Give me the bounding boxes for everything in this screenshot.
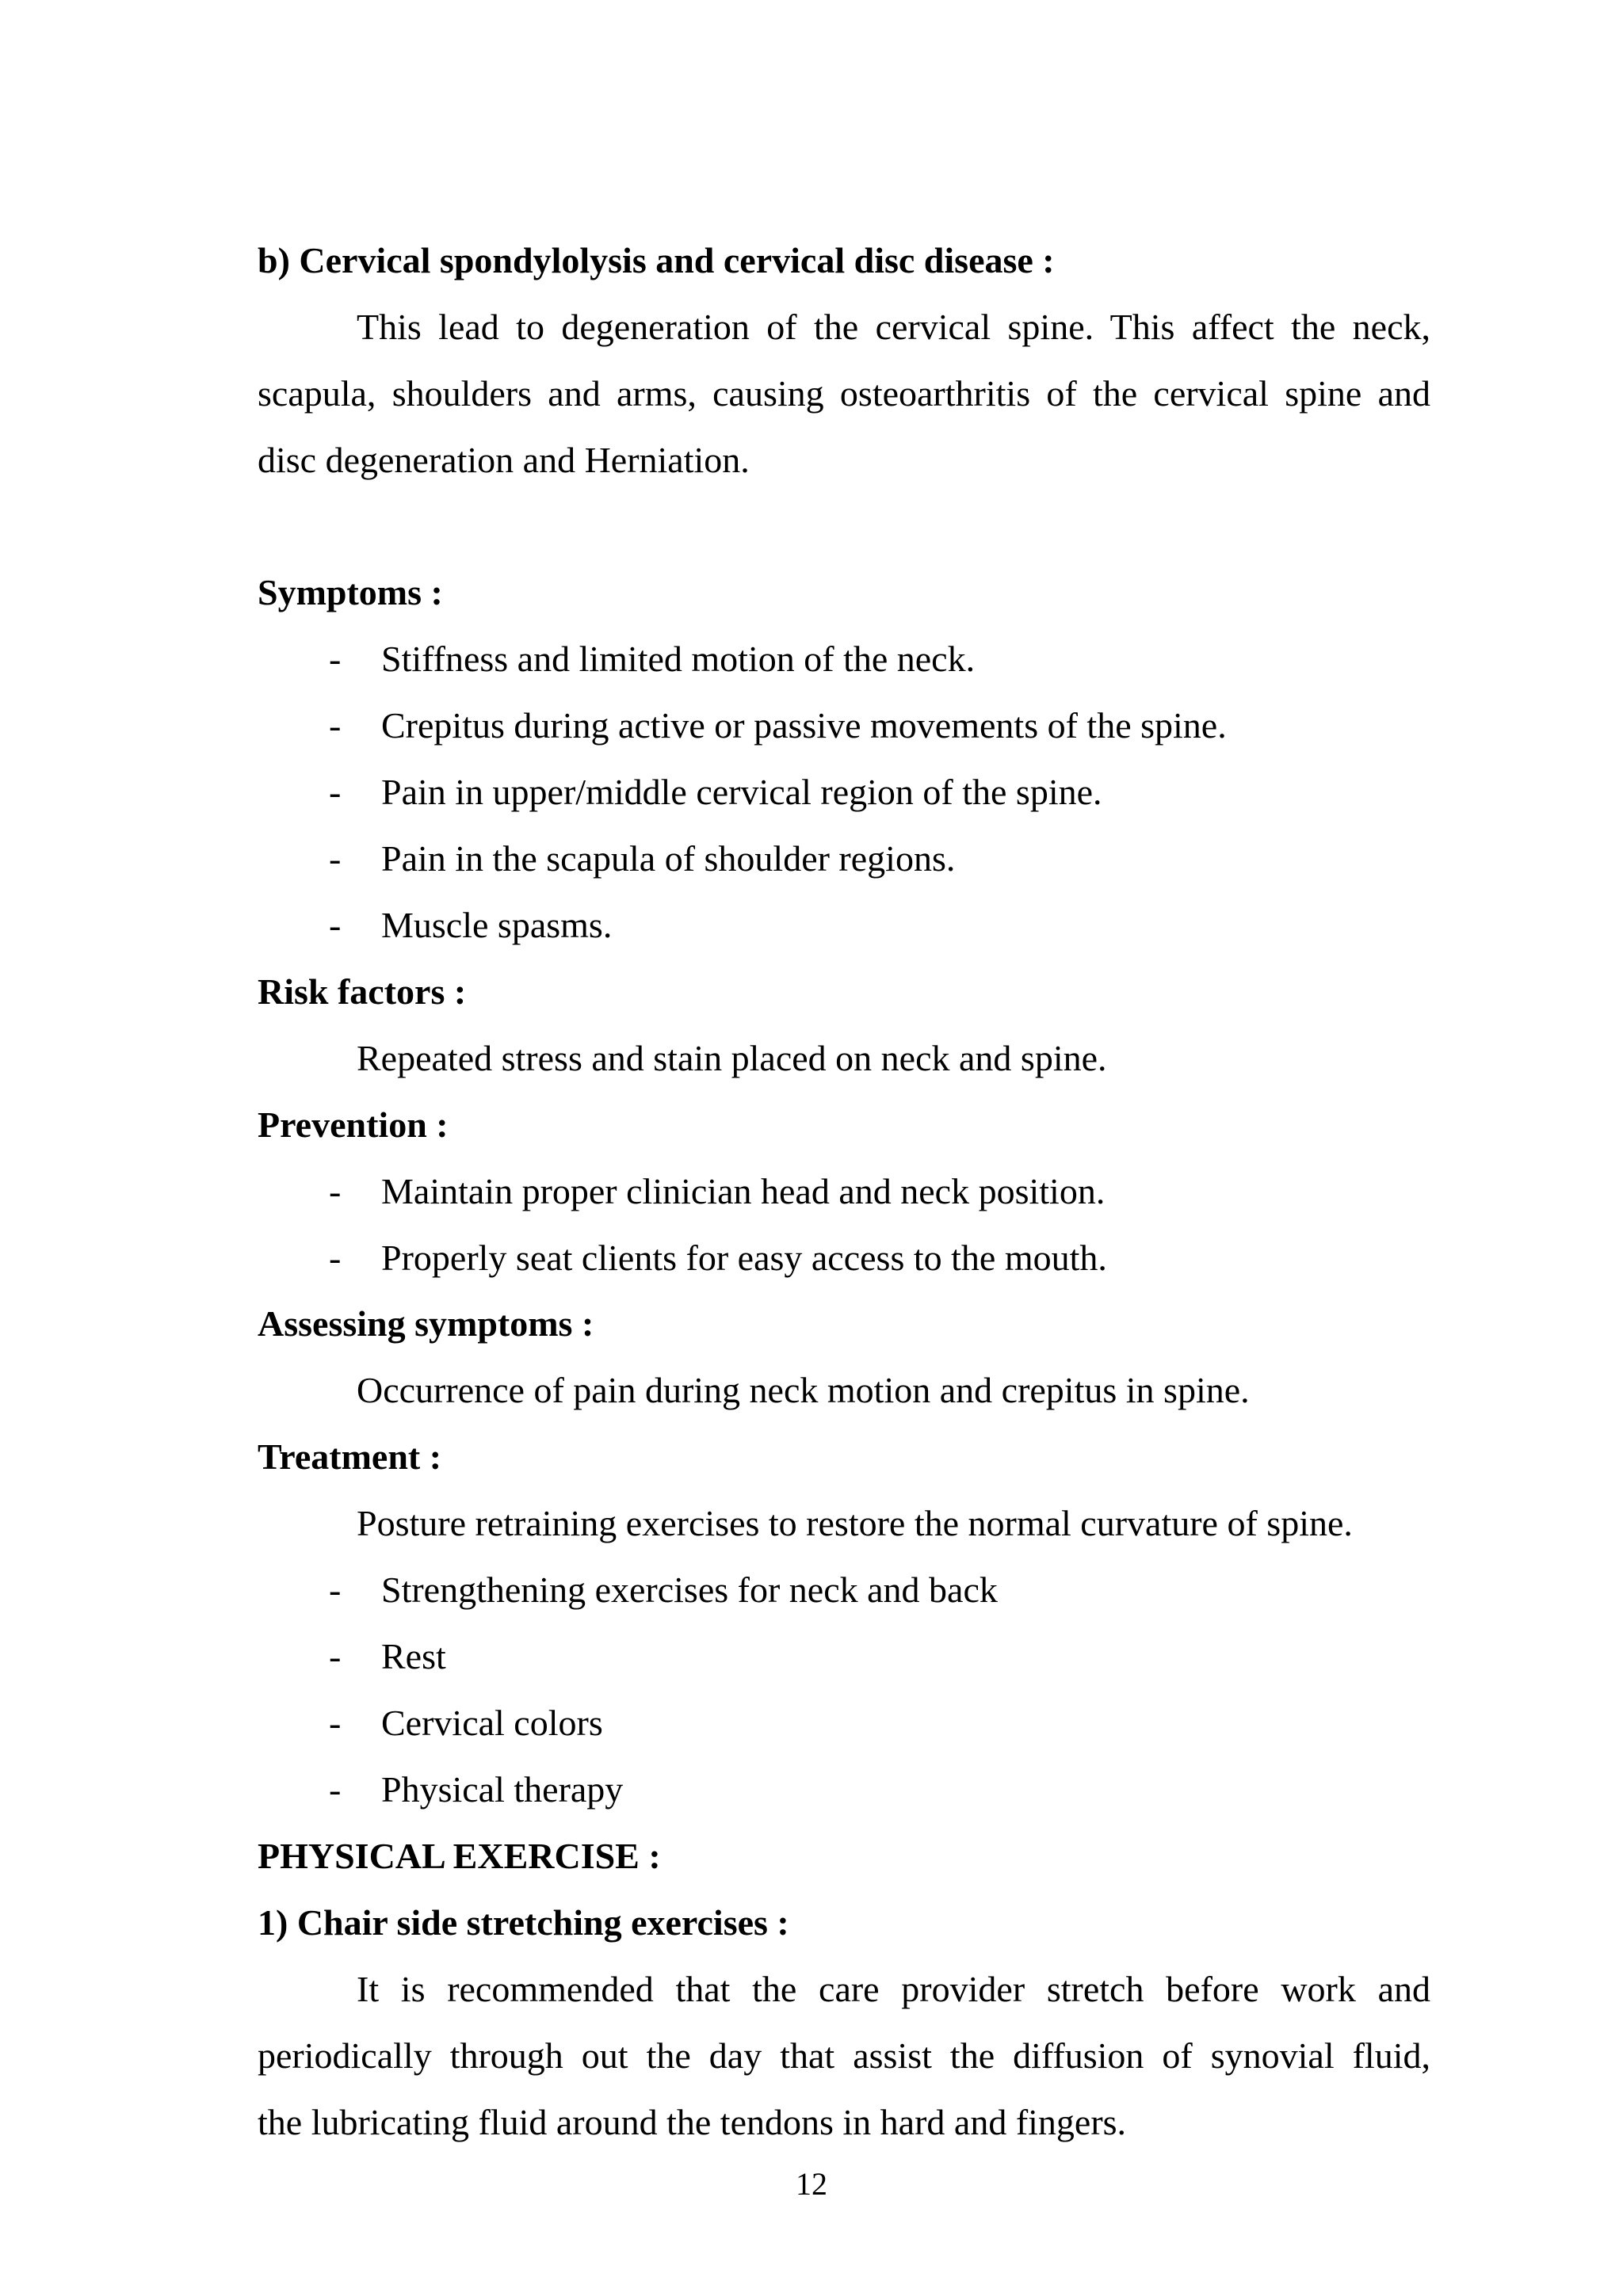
bullet-dash: - <box>329 639 342 679</box>
treatment-item: Rest <box>381 1636 446 1676</box>
section-b-para-line-3: disc degeneration and Herniation. <box>258 440 750 480</box>
bullet-dash: - <box>329 772 342 812</box>
symptom-item: Crepitus during active or passive movements of the spine. <box>381 705 1227 746</box>
page-number: 12 <box>796 2166 827 2202</box>
risk-factors-heading: Risk factors : <box>258 971 467 1012</box>
symptoms-heading: Symptoms : <box>258 572 443 612</box>
treatment-text: Posture retraining exercises to restore the normal curvature of spine. <box>357 1503 1353 1543</box>
symptom-item: Pain in upper/middle cervical region of the spine. <box>381 772 1102 812</box>
chair-side-stretching-subheading: 1) Chair side stretching exercises : <box>258 1902 789 1943</box>
physical-exercise-para-line-2: periodically through out the day that assist the diffusion of synovial fluid, <box>258 2035 1430 2076</box>
bullet-dash: - <box>329 705 342 746</box>
physical-exercise-heading: PHYSICAL EXERCISE : <box>258 1836 661 1876</box>
section-b-para-line-1: This lead to degeneration of the cervical spine. This affect the neck, <box>357 307 1430 347</box>
assessing-heading: Assessing symptoms : <box>258 1303 594 1344</box>
symptom-item: Muscle spasms. <box>381 905 613 945</box>
prevention-heading: Prevention : <box>258 1104 449 1145</box>
prevention-item: Properly seat clients for easy access to the mouth. <box>381 1238 1107 1278</box>
prevention-item: Maintain proper clinician head and neck position. <box>381 1171 1106 1211</box>
treatment-item: Strengthening exercises for neck and back <box>381 1569 998 1610</box>
bullet-dash: - <box>329 905 342 945</box>
risk-factors-text: Repeated stress and stain placed on neck and spine. <box>357 1038 1107 1078</box>
bullet-dash: - <box>329 1769 342 1810</box>
bullet-dash: - <box>329 1636 342 1676</box>
section-b-para-line-2: scapula, shoulders and arms, causing osteoarthritis of the cervical spine and <box>258 373 1430 414</box>
bullet-dash: - <box>329 1238 342 1278</box>
treatment-item: Cervical colors <box>381 1703 603 1743</box>
bullet-dash: - <box>329 1703 342 1743</box>
symptom-item: Stiffness and limited motion of the neck. <box>381 639 976 679</box>
symptom-item: Pain in the scapula of shoulder regions. <box>381 838 956 879</box>
physical-exercise-para-line-1: It is recommended that the care provider stretch before work and <box>357 1969 1430 2009</box>
bullet-dash: - <box>329 1569 342 1610</box>
bullet-dash: - <box>329 1171 342 1211</box>
section-b-heading: b) Cervical spondylolysis and cervical disc disease : <box>258 240 1055 280</box>
bullet-dash: - <box>329 838 342 879</box>
assessing-text: Occurrence of pain during neck motion and crepitus in spine. <box>357 1370 1250 1410</box>
treatment-item: Physical therapy <box>381 1769 624 1810</box>
treatment-heading: Treatment : <box>258 1436 442 1477</box>
physical-exercise-para-line-3: the lubricating fluid around the tendons in hard and fingers. <box>258 2102 1127 2142</box>
